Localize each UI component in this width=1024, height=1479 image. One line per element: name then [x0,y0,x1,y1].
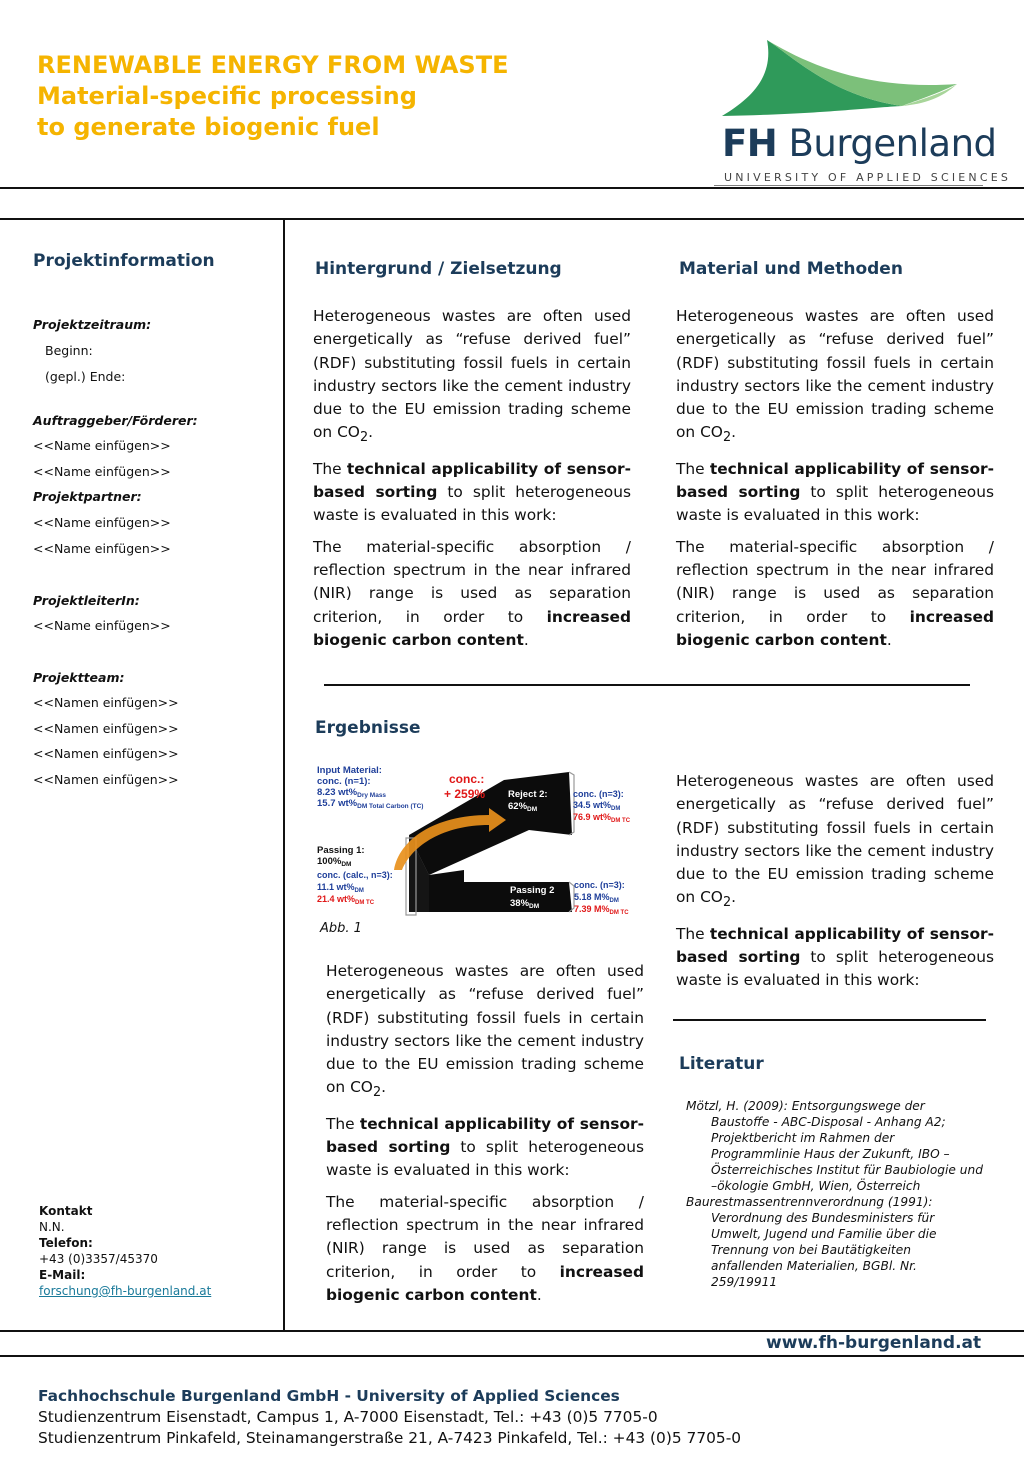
logo-fh: FH [722,122,778,165]
ende-label: (gepl.) Ende: [45,369,126,384]
passing1-value-2: 21.4 $wt\%_{DM TC}$ [317,894,375,906]
partner-name-1: <<Name einfügen>> [33,515,171,530]
header-divider [0,187,1024,189]
website-link[interactable]: www.fh-burgenland.at [766,1333,982,1353]
auftraggeber-name-2: <<Name einfügen>> [33,464,171,479]
beginn-label: Beginn: [45,343,93,358]
title-line-1: RENEWABLE ENERGY FROM WASTE [37,51,509,79]
literature-ref-1: Mötzl, H. (2009): Entsorgungswege der Baustoffe - ABC-Disposal - Anhang A2; Projektbericht im Rahmen der Programmlinie Haus der Zukunft, IBO – Österreichisches Institut für Baubiologie und –ökologie GmbH, Wien, Österreich [686,1099,983,1193]
title-line-2: Material-specific processing [37,82,417,110]
content-top-divider [0,218,1024,220]
reject-value-2: 76.9 $wt\%_{DM TC}$ [573,812,631,824]
ergebnisse-text [326,960,644,1315]
team-member-4: <<Namen einfügen>> [33,772,179,787]
logo-wordmark [722,122,997,165]
contact-block [39,1203,211,1299]
literature-list [686,1098,986,1290]
reject-conc: conc. (n=3): [573,789,624,799]
footer-line-2: Studienzentrum Pinkafeld, Steinamangerstraße 21, A-7423 Pinkafeld, Tel.: +43 (0)5 7705-0 [38,1429,742,1447]
paragraph-3: The material-specific absorption / reflection spectrum in the near infrared (NIR) range is used as separation criterion, in order to increased biogenic carbon content. [326,1192,644,1304]
footer-divider [0,1355,1024,1357]
passing2-value-1: 5.18 $M\%_{DM}$ [574,892,619,904]
passing1-value-1: 11.1 $wt\%_{DM}$ [317,882,364,894]
telefon-label: Telefon: [39,1236,93,1250]
passing2-value-2: 7.39 $M\%_{DM TC}$ [574,904,629,916]
paragraph-3: The material-specific absorption / reflection spectrum in the near infrared (NIR) range is used as separation criterion, in order to increased biogenic carbon content. [676,537,994,649]
input-conc: conc. (n=1): [317,776,371,787]
email-link[interactable]: forschung@fh-burgenland.at [39,1284,212,1298]
team-member-3: <<Namen einfügen>> [33,746,179,761]
heading-literatur: Literatur [679,1054,764,1074]
projektzeitraum-label: Projektzeitraum: [33,317,152,332]
literature-ref-2: Baurestmassentrennverordnung (1991): Verordnung des Bundesministers für Umwelt, Jugend und Familie über die Trennung von bei Bautätigkeiten anfallenden Materialien, BGBl. Nr. 259/19911 [686,1195,937,1289]
paragraph-2: The technical applicability of sensor-based sorting to split heterogeneous waste is evaluated in this work: [676,924,994,990]
hintergrund-text [313,305,631,660]
input-value-2: 15.7 $wt\%_{DM Total Carbon (TC)}$ [317,798,424,810]
paragraph-2: The technical applicability of sensor-based sorting to split heterogeneous waste is evaluated in this work: [676,459,994,525]
passing1-conc: conc. (calc., n=3): [317,870,393,880]
footer-org: Fachhochschule Burgenland GmbH - University of Applied Sciences [38,1387,620,1405]
paragraph-2: The technical applicability of sensor-based sorting to split heterogeneous waste is evaluated in this work: [326,1114,644,1180]
partner-name-2: <<Name einfügen>> [33,541,171,556]
paragraph-1: Heterogeneous wastes are often used energetically as “refuse derived fuel” (RDF) substituting fossil fuels in certain industry sectors like the cement industry due to the EU emission trading scheme on $CO_2$. [676,307,994,446]
sidebar-title: Projektinformation [33,251,215,271]
footer-top-divider [0,1330,1024,1332]
reject-value: $62\%_{DM}$ [508,801,538,813]
passing2-conc: conc. (n=3): [574,880,625,890]
conc-label: conc.: [449,772,485,786]
passing1-value: $100\%_{DM}$ [317,856,352,868]
paragraph-1: Heterogeneous wastes are often used energetically as “refuse derived fuel” (RDF) substituting fossil fuels in certain industry sectors like the cement industry due to the EU emission trading scheme on $CO_2$. [313,307,631,446]
poster-title [37,50,508,143]
footer-address [38,1386,741,1449]
paragraph-1: Heterogeneous wastes are often used energetically as “refuse derived fuel” (RDF) substituting fossil fuels in certain industry sectors like the cement industry due to the EU emission trading scheme on $CO_2$. [676,772,994,911]
auftraggeber-name-1: <<Name einfügen>> [33,438,171,453]
reject-label: Reject 2: [508,789,548,800]
reject-value-1: 34.5 $wt\%_{DM}$ [573,800,621,812]
heading-hintergrund: Hintergrund / Zielsetzung [315,259,562,279]
paragraph-3: The material-specific absorption / reflection spectrum in the near infrared (NIR) range is used as separation criterion, in order to increased biogenic carbon content. [313,537,631,649]
kontakt-label: Kontakt [39,1204,93,1218]
sorting-flow-figure [314,760,644,916]
team-member-2: <<Namen einfügen>> [33,721,179,736]
projektpartner-label: Projektpartner: [33,489,142,504]
logo-name: Burgenland [788,122,997,165]
passing2-label: Passing 2 [510,885,555,896]
team-member-1: <<Namen einfügen>> [33,695,179,710]
ergebnisse-right-text [676,770,994,1001]
passing2-value: $38\%_{DM}$ [510,898,540,910]
literatur-divider [673,1019,986,1021]
heading-ergebnisse: Ergebnisse [315,718,421,738]
section-divider [324,684,970,686]
material-methoden-text [676,305,994,660]
figure-caption: Abb. 1 [320,921,362,936]
auftraggeber-label: Auftraggeber/Förderer: [33,413,198,428]
sidebar-divider [283,219,285,1331]
projektteam-label: Projektteam: [33,670,125,685]
email-label: E-Mail: [39,1268,86,1282]
projektleiter-name: <<Name einfügen>> [33,618,171,633]
paragraph-2: The technical applicability of sensor-based sorting to split heterogeneous waste is evaluated in this work: [313,459,631,525]
logo-subtitle: UNIVERSITY OF APPLIED SCIENCES [724,171,1012,184]
telefon-value: +43 (0)3357/45370 [39,1252,158,1266]
title-line-3: to generate biogenic fuel [37,113,380,141]
footer-line-1: Studienzentrum Eisenstadt, Campus 1, A-7000 Eisenstadt, Tel.: +43 (0)5 7705-0 [38,1408,658,1426]
contact-name: N.N. [39,1220,65,1234]
input-title: Input Material: [317,765,382,776]
passing1-label: Passing 1: [317,845,365,856]
heading-material-methoden: Material und Methoden [679,259,903,279]
paragraph-1: Heterogeneous wastes are often used energetically as “refuse derived fuel” (RDF) substituting fossil fuels in certain industry sectors like the cement industry due to the EU emission trading scheme on $CO_2$. [326,962,644,1101]
input-value-1: 8.23 $wt\%_{Dry Mass}$ [317,787,387,799]
projektleiter-label: ProjektleiterIn: [33,593,140,608]
conc-increase-value: + 259% [444,787,486,801]
